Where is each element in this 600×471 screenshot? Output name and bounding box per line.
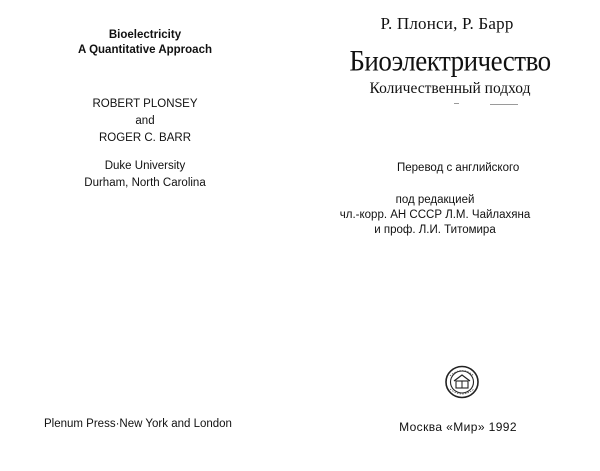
original-imprint: Plenum Press·New York and London [44,418,232,430]
editor-2: и проф. Л.И. Титомира [374,224,496,236]
affiliation-location: Durham, North Carolina [84,177,206,189]
original-authors [92,96,197,147]
original-title [78,28,212,58]
editorship-block [340,193,530,238]
right-page [300,0,600,471]
russian-authors: Р. Плонси, Р. Барр [380,14,514,33]
editorship-heading: под редакцией [395,194,475,206]
translation-note: Перевод с английского [397,162,520,174]
author-2: ROGER C. BARR [98,132,191,144]
library-seal-icon [443,364,481,400]
print-mark [454,103,459,104]
original-subtitle-line: A Quantitative Approach [78,44,212,56]
original-title-line: Bioelectricity [108,29,182,41]
author-1: ROBERT PLONSEY [92,98,198,110]
russian-imprint: Москва «Мир» 1992 [399,420,517,434]
print-mark [490,104,518,105]
original-affiliation [84,158,205,192]
editor-1: чл.-корр. АН СССР Л.М. Чайлахяна [339,209,531,221]
russian-subtitle: Количественный подход [369,80,531,97]
russian-title: Биоэлектричество [349,44,551,78]
author-conjunction: and [135,115,155,127]
affiliation-institution: Duke University [104,160,186,172]
